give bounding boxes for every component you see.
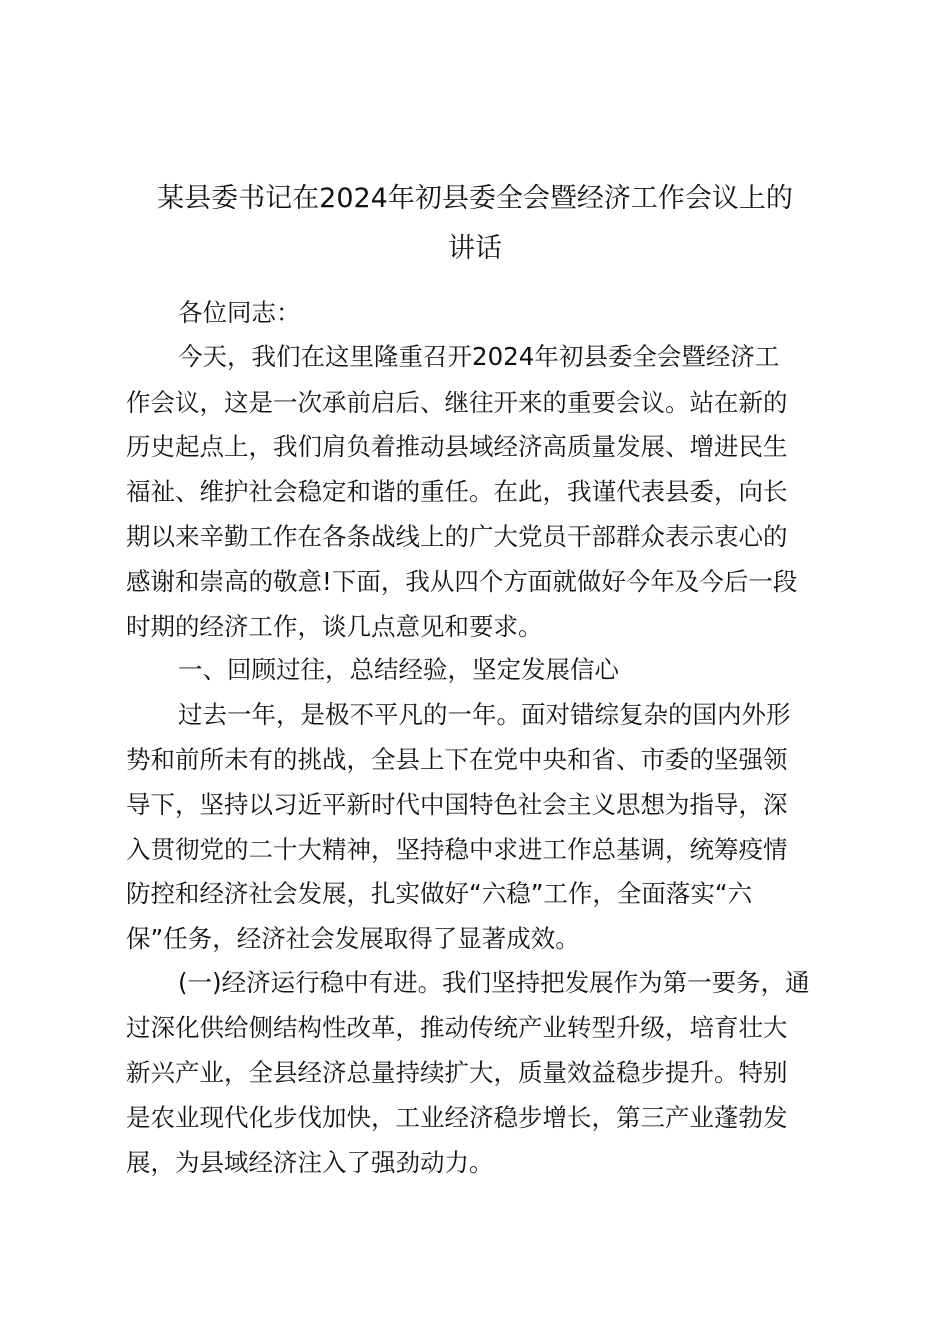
paragraph-line: 过深化供给侧结构性改革，推动传统产业转型升级，培育壮大 xyxy=(126,1013,788,1042)
paragraph-line: 保”任务，经济社会发展取得了显著成效。 xyxy=(126,924,580,953)
paragraph-line: 入贯彻党的二十大精神，坚持稳中求进工作总基调，统筹疫情 xyxy=(126,835,788,864)
paragraph-line: (一)经济运行稳中有进。我们坚持把发展作为第一要务，通 xyxy=(178,968,810,997)
paragraph-line: 历史起点上，我们肩负着推动县域经济高质量发展、增进民生 xyxy=(126,432,788,461)
paragraph-line: 福祉、维护社会稳定和谐的重任。在此，我谨代表县委，向长 xyxy=(126,477,788,506)
paragraph-line: 展，为县域经济注入了强劲动力。 xyxy=(126,1148,494,1177)
paragraph-line: 导下，坚持以习近平新时代中国特色社会主义思想为指导，深 xyxy=(126,790,788,819)
section-heading: 一、回顾过往，总结经验，坚定发展信心 xyxy=(178,655,619,684)
document-title-line-2: 讲话 xyxy=(448,233,502,264)
paragraph-line: 是农业现代化步伐加快，工业经济稳步增长，第三产业蓬勃发 xyxy=(126,1103,788,1132)
paragraph-line: 过去一年，是极不平凡的一年。面对错综复杂的国内外形 xyxy=(178,700,791,729)
paragraph-line: 期以来辛勤工作在各条战线上的广大党员干部群众表示衷心的 xyxy=(126,522,788,551)
document-title-line-1: 某县委书记在2024年初县委全会暨经济工作会议上的 xyxy=(157,183,793,214)
paragraph-line: 时期的经济工作，谈几点意见和要求。 xyxy=(126,612,543,641)
paragraph-line: 作会议，这是一次承前启后、继往开来的重要会议。站在新的 xyxy=(126,388,788,417)
paragraph-line: 新兴产业，全县经济总量持续扩大，质量效益稳步提升。特别 xyxy=(126,1058,788,1087)
paragraph-line: 今天，我们在这里隆重召开2024年初县委全会暨经济工 xyxy=(178,342,780,371)
paragraph-line: 感谢和崇高的敬意!下面，我从四个方面就做好今年及今后一段 xyxy=(126,567,798,596)
paragraph-line: 势和前所未有的挑战，全县上下在党中央和省、市委的坚强领 xyxy=(126,745,788,774)
paragraph-line: 防控和经济社会发展，扎实做好“六稳”工作，全面落实“六 xyxy=(126,879,753,908)
salutation: 各位同志： xyxy=(178,298,301,327)
